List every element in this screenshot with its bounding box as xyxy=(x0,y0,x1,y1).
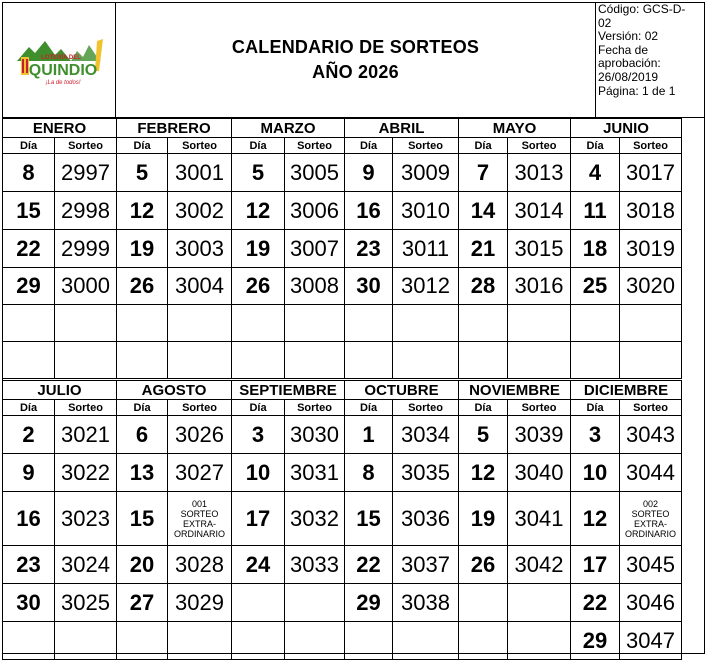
meta-line: Código: GCS-D- xyxy=(598,2,686,16)
draw-number-cell: 3043 xyxy=(620,416,682,454)
extraordinary-draw-cell: 001 SORTEO EXTRA- ORDINARIO xyxy=(168,492,232,546)
draw-number-cell: 3031 xyxy=(285,454,345,492)
month-header-enero: ENERO xyxy=(3,119,117,138)
day-column-header: Día xyxy=(459,400,508,416)
draw-day-cell: 15 xyxy=(3,192,55,230)
draw-number-cell: 3030 xyxy=(285,416,345,454)
draw-day-cell: 30 xyxy=(345,268,393,305)
draw-column-header: Sorteo xyxy=(508,138,571,154)
draw-number-cell: 3028 xyxy=(168,546,232,584)
draw-number-cell: 2999 xyxy=(55,230,117,268)
draw-day-cell: 25 xyxy=(571,268,620,305)
draw-number-cell xyxy=(393,342,459,379)
draw-day-cell: 11 xyxy=(571,192,620,230)
draw-day-cell xyxy=(3,622,55,660)
draw-day-cell: 8 xyxy=(345,454,393,492)
month-header-noviembre: NOVIEMBRE xyxy=(459,381,571,400)
draw-number-cell: 3029 xyxy=(168,584,232,622)
draw-day-cell: 3 xyxy=(571,416,620,454)
day-column-header: Día xyxy=(3,138,55,154)
draw-number-cell: 3036 xyxy=(393,492,459,546)
draw-number-cell xyxy=(285,342,345,379)
draw-day-cell: 12 xyxy=(232,192,285,230)
draw-day-cell: 26 xyxy=(232,268,285,305)
draw-day-cell xyxy=(345,622,393,660)
draw-number-cell: 3032 xyxy=(285,492,345,546)
draw-number-cell xyxy=(393,622,459,660)
draw-number-cell: 3009 xyxy=(393,154,459,192)
draw-number-cell: 3006 xyxy=(285,192,345,230)
draw-day-cell: 16 xyxy=(345,192,393,230)
draw-day-cell: 23 xyxy=(3,546,55,584)
draw-column-header: Sorteo xyxy=(393,138,459,154)
day-column-header: Día xyxy=(117,138,168,154)
month-header-junio: JUNIO xyxy=(571,119,682,138)
draw-number-cell: 3045 xyxy=(620,546,682,584)
draw-number-cell: 3025 xyxy=(55,584,117,622)
draw-number-cell: 3023 xyxy=(55,492,117,546)
draw-day-cell: 12 xyxy=(571,492,620,546)
table-row xyxy=(3,584,682,622)
draw-day-cell: 9 xyxy=(3,454,55,492)
draw-number-cell xyxy=(55,342,117,379)
draw-number-cell: 3038 xyxy=(393,584,459,622)
logo-text-tag: ¡La de todos! xyxy=(44,79,81,86)
logo-text-main: QUINDIO xyxy=(28,61,97,79)
draw-column-header: Sorteo xyxy=(168,400,232,416)
draw-number-cell: 3016 xyxy=(508,268,571,305)
table-row xyxy=(3,416,682,454)
draw-column-header: Sorteo xyxy=(620,400,682,416)
draw-day-cell: 3 xyxy=(232,416,285,454)
draw-number-cell xyxy=(508,622,571,660)
month-header-marzo: MARZO xyxy=(232,119,345,138)
draw-day-cell: 24 xyxy=(232,546,285,584)
draw-number-cell: 3005 xyxy=(285,154,345,192)
draw-number-cell: 3020 xyxy=(620,268,682,305)
meta-line: 26/08/2019 xyxy=(598,69,659,84)
draw-day-cell xyxy=(232,584,285,622)
meta-line: Página: 1 de 1 xyxy=(598,83,676,98)
draw-number-cell: 3015 xyxy=(508,230,571,268)
month-header-febrero: FEBRERO xyxy=(117,119,232,138)
draw-day-cell xyxy=(232,622,285,660)
draw-day-cell xyxy=(117,342,168,379)
draw-column-header: Sorteo xyxy=(393,400,459,416)
table-row xyxy=(3,622,682,660)
draw-column-header: Sorteo xyxy=(508,400,571,416)
draw-number-cell xyxy=(285,622,345,660)
table-row xyxy=(3,492,682,546)
draw-day-cell: 15 xyxy=(345,492,393,546)
extraordinary-draw-cell: 002 SORTEO EXTRA- ORDINARIO xyxy=(620,492,682,546)
draw-number-cell: 2997 xyxy=(55,154,117,192)
draw-day-cell xyxy=(3,342,55,379)
draw-number-cell: 3039 xyxy=(508,416,571,454)
draw-day-cell: 2 xyxy=(3,416,55,454)
draw-number-cell: 3008 xyxy=(285,268,345,305)
draw-day-cell: 16 xyxy=(3,492,55,546)
draw-day-cell xyxy=(3,305,55,342)
draw-number-cell: 3021 xyxy=(55,416,117,454)
draw-day-cell: 26 xyxy=(117,268,168,305)
month-header-julio: JULIO xyxy=(3,381,117,400)
draw-day-cell: 9 xyxy=(345,154,393,192)
document-year: AÑO 2026 xyxy=(312,61,399,82)
table-row xyxy=(3,230,682,268)
draw-day-cell: 7 xyxy=(459,154,508,192)
month-header-diciembre: DICIEMBRE xyxy=(571,381,682,400)
draw-day-cell xyxy=(571,305,620,342)
calendar-block-second-half xyxy=(2,380,682,660)
draw-day-cell: 28 xyxy=(459,268,508,305)
draw-day-cell xyxy=(345,342,393,379)
draw-number-cell: 3022 xyxy=(55,454,117,492)
draw-day-cell: 5 xyxy=(459,416,508,454)
draw-number-cell: 3026 xyxy=(168,416,232,454)
document-title: CALENDARIO DE SORTEOS xyxy=(231,36,480,57)
draw-number-cell: 3001 xyxy=(168,154,232,192)
draw-day-cell: 23 xyxy=(345,230,393,268)
meta-line: aprobación: xyxy=(598,56,661,71)
draw-number-cell xyxy=(168,342,232,379)
day-column-header: Día xyxy=(571,138,620,154)
draw-number-cell: 3041 xyxy=(508,492,571,546)
table-row xyxy=(3,454,682,492)
draw-day-cell: 22 xyxy=(345,546,393,584)
loteria-quindio-logo-icon xyxy=(11,31,107,89)
draw-day-cell: 17 xyxy=(232,492,285,546)
draw-number-cell xyxy=(285,584,345,622)
day-column-header: Día xyxy=(232,400,285,416)
draw-column-header: Sorteo xyxy=(285,138,345,154)
draw-day-cell: 29 xyxy=(571,622,620,660)
day-column-header: Día xyxy=(345,138,393,154)
draw-number-cell: 3033 xyxy=(285,546,345,584)
draw-day-cell: 5 xyxy=(117,154,168,192)
calendar-block-first-half xyxy=(2,118,682,379)
draw-day-cell: 4 xyxy=(571,154,620,192)
draw-column-header: Sorteo xyxy=(285,400,345,416)
draw-day-cell: 29 xyxy=(345,584,393,622)
draw-number-cell: 3042 xyxy=(508,546,571,584)
draw-day-cell: 10 xyxy=(232,454,285,492)
draw-day-cell xyxy=(459,305,508,342)
draw-day-cell xyxy=(459,622,508,660)
table-row xyxy=(3,192,682,230)
draw-day-cell xyxy=(232,305,285,342)
month-header-septiembre: SEPTIEMBRE xyxy=(232,381,345,400)
draw-day-cell xyxy=(117,305,168,342)
draw-day-cell xyxy=(345,305,393,342)
draw-number-cell: 3013 xyxy=(508,154,571,192)
table-row xyxy=(3,546,682,584)
draw-day-cell xyxy=(232,342,285,379)
draw-day-cell: 5 xyxy=(232,154,285,192)
draw-number-cell xyxy=(508,584,571,622)
day-column-header: Día xyxy=(117,400,168,416)
table-row xyxy=(3,268,682,305)
draw-number-cell xyxy=(285,305,345,342)
month-header-abril: ABRIL xyxy=(345,119,459,138)
draw-day-cell: 29 xyxy=(3,268,55,305)
draw-number-cell: 3010 xyxy=(393,192,459,230)
draw-day-cell: 12 xyxy=(459,454,508,492)
draw-day-cell: 14 xyxy=(459,192,508,230)
draw-number-cell: 3019 xyxy=(620,230,682,268)
logo-text-top: LOTERÍA DEL xyxy=(40,54,81,61)
draw-number-cell: 2998 xyxy=(55,192,117,230)
draw-number-cell: 3040 xyxy=(508,454,571,492)
draw-column-header: Sorteo xyxy=(55,400,117,416)
draw-number-cell: 3003 xyxy=(168,230,232,268)
draw-day-cell: 17 xyxy=(571,546,620,584)
draw-day-cell: 30 xyxy=(3,584,55,622)
meta-line: Versión: 02 xyxy=(598,29,659,44)
draw-number-cell: 3000 xyxy=(55,268,117,305)
draw-day-cell: 1 xyxy=(345,416,393,454)
draw-number-cell: 3018 xyxy=(620,192,682,230)
draw-day-cell xyxy=(571,342,620,379)
draw-number-cell xyxy=(508,305,571,342)
draw-number-cell xyxy=(508,342,571,379)
draw-number-cell: 3004 xyxy=(168,268,232,305)
draw-day-cell: 6 xyxy=(117,416,168,454)
draw-number-cell: 3002 xyxy=(168,192,232,230)
draw-number-cell: 3012 xyxy=(393,268,459,305)
draw-day-cell: 15 xyxy=(117,492,168,546)
draw-day-cell: 27 xyxy=(117,584,168,622)
draw-number-cell xyxy=(55,305,117,342)
draw-column-header: Sorteo xyxy=(55,138,117,154)
draw-number-cell: 3007 xyxy=(285,230,345,268)
day-column-header: Día xyxy=(3,400,55,416)
draw-column-header: Sorteo xyxy=(168,138,232,154)
draw-day-cell: 19 xyxy=(232,230,285,268)
draw-day-cell xyxy=(459,342,508,379)
draw-number-cell: 3024 xyxy=(55,546,117,584)
draw-day-cell: 19 xyxy=(117,230,168,268)
table-row xyxy=(3,342,682,379)
draw-day-cell: 12 xyxy=(117,192,168,230)
month-header-agosto: AGOSTO xyxy=(117,381,232,400)
table-row xyxy=(3,305,682,342)
draw-number-cell xyxy=(55,622,117,660)
day-column-header: Día xyxy=(345,400,393,416)
document-metadata xyxy=(596,2,705,117)
draw-day-cell xyxy=(459,584,508,622)
day-column-header: Día xyxy=(459,138,508,154)
draw-day-cell: 13 xyxy=(117,454,168,492)
loteria-logo xyxy=(2,2,116,117)
draw-number-cell: 3017 xyxy=(620,154,682,192)
draw-number-cell xyxy=(393,305,459,342)
draw-number-cell xyxy=(168,305,232,342)
draw-day-cell: 8 xyxy=(3,154,55,192)
draw-day-cell: 19 xyxy=(459,492,508,546)
day-column-header: Día xyxy=(571,400,620,416)
draw-column-header: Sorteo xyxy=(620,138,682,154)
draw-day-cell: 26 xyxy=(459,546,508,584)
title-block xyxy=(116,2,596,117)
draw-number-cell: 3047 xyxy=(620,622,682,660)
draw-number-cell: 3035 xyxy=(393,454,459,492)
draw-day-cell xyxy=(117,622,168,660)
document-header xyxy=(2,2,705,118)
month-header-mayo: MAYO xyxy=(459,119,571,138)
month-header-octubre: OCTUBRE xyxy=(345,381,459,400)
draw-day-cell: 10 xyxy=(571,454,620,492)
draw-number-cell: 3034 xyxy=(393,416,459,454)
draw-day-cell: 22 xyxy=(3,230,55,268)
draw-number-cell: 3046 xyxy=(620,584,682,622)
draw-day-cell: 22 xyxy=(571,584,620,622)
table-row xyxy=(3,154,682,192)
draw-day-cell: 18 xyxy=(571,230,620,268)
draw-number-cell xyxy=(620,305,682,342)
draw-day-cell: 20 xyxy=(117,546,168,584)
draw-day-cell: 21 xyxy=(459,230,508,268)
draw-number-cell xyxy=(620,342,682,379)
draw-number-cell xyxy=(168,622,232,660)
draw-number-cell: 3014 xyxy=(508,192,571,230)
meta-line: Fecha de xyxy=(598,42,649,57)
draw-number-cell: 3044 xyxy=(620,454,682,492)
draw-number-cell: 3037 xyxy=(393,546,459,584)
draw-number-cell: 3027 xyxy=(168,454,232,492)
meta-line: 02 xyxy=(598,15,612,30)
draw-number-cell: 3011 xyxy=(393,230,459,268)
day-column-header: Día xyxy=(232,138,285,154)
